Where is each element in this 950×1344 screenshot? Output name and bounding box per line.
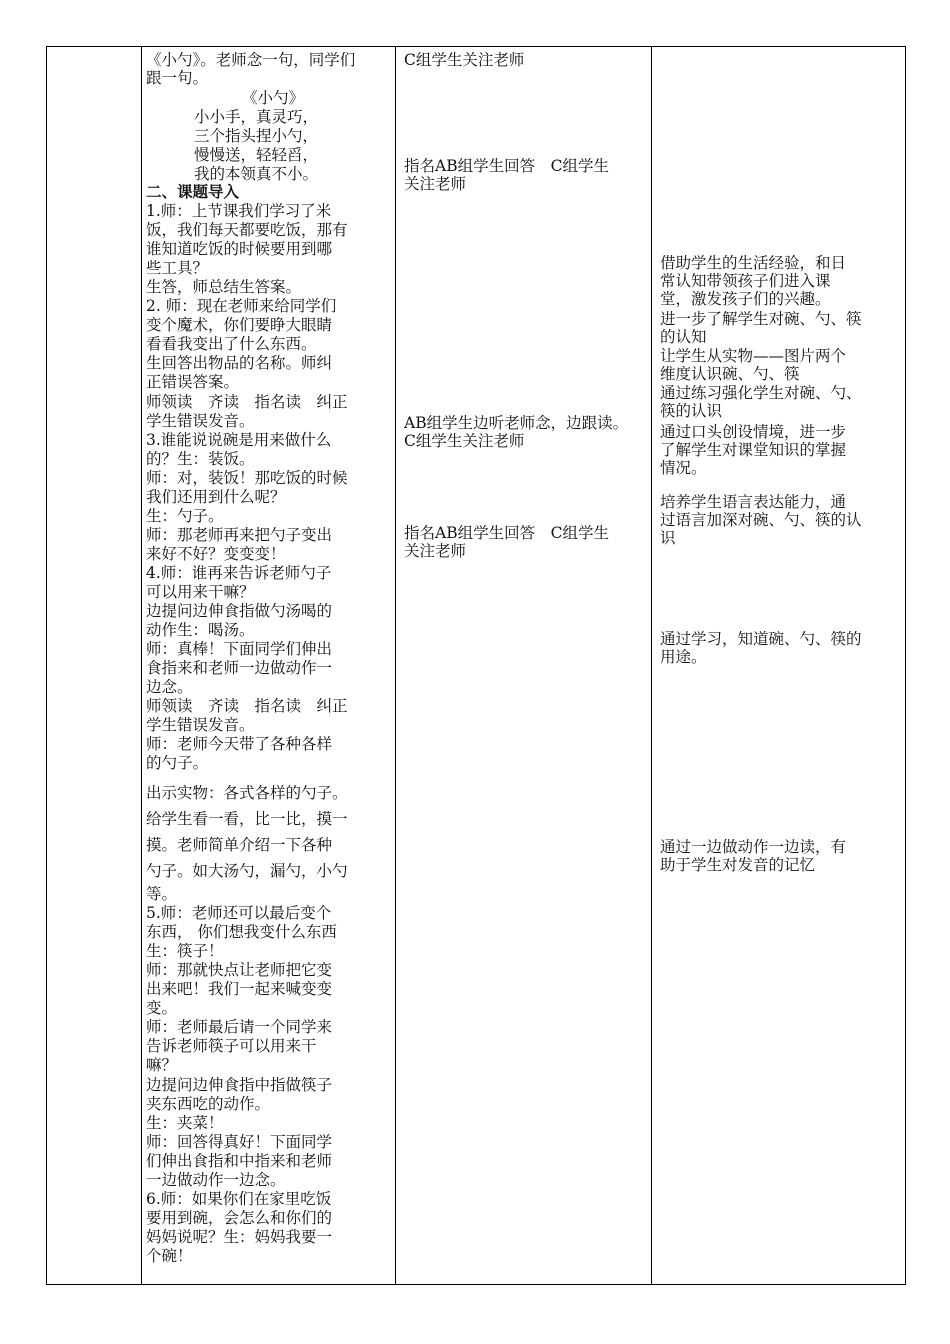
design-intent-line: 让学生从实物——图片两个 [660, 347, 847, 365]
student-note: 指名AB组学生回答 C组学生 [404, 157, 609, 175]
text-line: 的？生：装饭。 [146, 449, 255, 468]
text-line: 谁知道吃饭的时候要用到哪 [146, 240, 333, 259]
text-line: 的勺子。 [146, 754, 209, 773]
poem-line: 慢慢送，轻轻舀， [194, 146, 319, 164]
text-line: 2. 师：现在老师来给同学们 [146, 297, 337, 316]
text-line: 出示实物：各式各样的勺子。 [146, 784, 348, 802]
section-heading: 二、课题导入 [146, 182, 240, 201]
text-line: 5.师：老师还可以最后变个 [146, 904, 332, 923]
text-line: 摸。老师简单介绍一下各种 [146, 836, 333, 854]
text-line: 变。 [146, 999, 178, 1018]
text-line: 些工具？ [146, 259, 209, 278]
design-intent-line: 助于学生对发音的记忆 [660, 856, 816, 874]
student-note: C组学生关注老师 [404, 432, 525, 450]
table-row [47, 47, 906, 1285]
text-line: 师：回答得真好！下面同学 [146, 1132, 333, 1151]
blank-column [47, 47, 142, 1285]
text-line: 们伸出食指和中指来和老师 [146, 1151, 333, 1170]
text-line: 生：筷子！ [146, 942, 224, 961]
text-line: 师领读 齐读 指名读 纠正 [146, 392, 348, 411]
text-line: 正错误答案。 [146, 373, 240, 392]
student-note: AB组学生边听老师念，边跟读。 [404, 414, 629, 432]
text-line: 动作生：喝汤。 [146, 621, 255, 640]
design-intent-line: 培养学生语言表达能力，通 [660, 493, 847, 511]
design-intent-line: 情况。 [660, 459, 707, 477]
poem-line: 我的本领真不小。 [194, 165, 319, 183]
text-line: 一边做动作一边念。 [146, 1170, 286, 1189]
text-line: 边提问边伸食指中指做筷子 [146, 1075, 333, 1094]
design-intent-line: 过语言加深对碗、勺、筷的认 [660, 511, 862, 529]
student-note: 关注老师 [404, 542, 467, 560]
student-activity-column [396, 47, 652, 1285]
student-note: C组学生关注老师 [404, 51, 525, 69]
text-line: 4.师：谁再来告诉老师勺子 [146, 563, 332, 582]
design-intent-line: 通过练习强化学生对碗、勺、 [660, 384, 862, 402]
text-line: 师：对，装饭！那吃饭的时候 [146, 468, 348, 487]
text-line: 我们还用到什么呢？ [146, 487, 286, 506]
text-line: 给学生看一看，比一比，摸一 [146, 810, 348, 828]
design-intent-line: 借助学生的生活经验，和日 [660, 254, 847, 272]
text-line: 等。 [146, 885, 178, 903]
text-line: 师领读 齐读 指名读 纠正 [146, 697, 348, 716]
design-intent-column [652, 47, 906, 1285]
text-line: 东西， 你们想我变什么东西 [146, 923, 337, 942]
poem-title: 《小勺》 [242, 89, 305, 107]
design-intent-line: 通过学习，知道碗、勺、筷的 [660, 630, 862, 648]
text-line: 告诉老师筷子可以用来干 [146, 1037, 317, 1056]
text-line: 边提问边伸食指做勺汤喝的 [146, 602, 333, 621]
design-intent-line: 的认知 [660, 328, 707, 346]
design-intent-line: 用途。 [660, 648, 707, 666]
text-line: 生回答出物品的名称。师纠 [146, 354, 333, 373]
poem-line: 小小手，真灵巧， [194, 108, 319, 126]
design-intent-line: 通过一边做动作一边读，有 [660, 838, 847, 856]
design-intent-line: 堂，激发孩子们的兴趣。 [660, 290, 831, 308]
text-line: 夹东西吃的动作。 [146, 1094, 271, 1113]
student-note: 指名AB组学生回答 C组学生 [404, 524, 609, 542]
text-line: 看看我变出了什么东西。 [146, 335, 317, 354]
poem-line: 三个指头捏小勺， [194, 127, 319, 145]
text-line: 师：真棒！下面同学们伸出 [146, 640, 333, 659]
text-line: 来好不好？变变变！ [146, 544, 286, 563]
text-line: 师：老师今天带了各种各样 [146, 735, 333, 754]
text-line: 师：那就快点让老师把它变 [146, 961, 333, 980]
text-line: 出来吧！我们一起来喊变变 [146, 980, 333, 999]
text-line: 师：那老师再来把勺子变出 [146, 525, 333, 544]
text-line: 勺子。如大汤勺，漏勺，小勺 [146, 862, 348, 880]
student-note: 关注老师 [404, 175, 467, 193]
text-line: 变个魔术，你们要睁大眼睛 [146, 316, 333, 335]
lesson-plan-table [46, 46, 906, 1285]
text-line: 学生错误发音。 [146, 716, 255, 735]
text-line: 要用到碗，会怎么和你们的 [146, 1208, 333, 1227]
text-line: 生：夹菜！ [146, 1113, 224, 1132]
design-intent-line: 识 [660, 529, 676, 547]
intro-line: 《小勺》。老师念一句，同学们 [146, 51, 356, 69]
text-line: 饭，我们每天都要吃饭，那有 [146, 221, 348, 240]
design-intent-line: 通过口头创设情境，进一步 [660, 423, 847, 441]
text-line: 3.谁能说说碗是用来做什么 [146, 430, 332, 449]
teacher-activity-column [142, 47, 396, 1285]
text-line: 1.师：上节课我们学习了米 [146, 202, 332, 220]
design-intent-line: 了解学生对课堂知识的掌握 [660, 441, 847, 459]
design-intent-line: 进一步了解学生对碗、勺、筷 [660, 310, 862, 328]
text-line: 生答，师总结生答案。 [146, 278, 302, 297]
text-line: 妈妈说呢？生：妈妈我要一 [146, 1227, 333, 1246]
text-line: 学生错误发音。 [146, 411, 255, 430]
design-intent-line: 筷的认识 [660, 402, 723, 420]
text-line: 个碗！ [146, 1246, 193, 1265]
text-line: 嘛？ [146, 1056, 178, 1075]
design-intent-line: 常认知带领孩子们进入课 [660, 272, 831, 290]
text-line: 食指来和老师一边做动作一 [146, 659, 333, 678]
text-line: 6.师：如果你们在家里吃饭 [146, 1189, 332, 1208]
text-line: 边念。 [146, 678, 193, 697]
intro-line: 跟一句。 [146, 69, 209, 87]
text-line: 可以用来干嘛？ [146, 583, 255, 601]
text-line: 生：勺子。 [146, 506, 224, 525]
text-line: 师：老师最后请一个同学来 [146, 1018, 333, 1037]
design-intent-line: 维度认识碗、勺、筷 [660, 365, 800, 383]
